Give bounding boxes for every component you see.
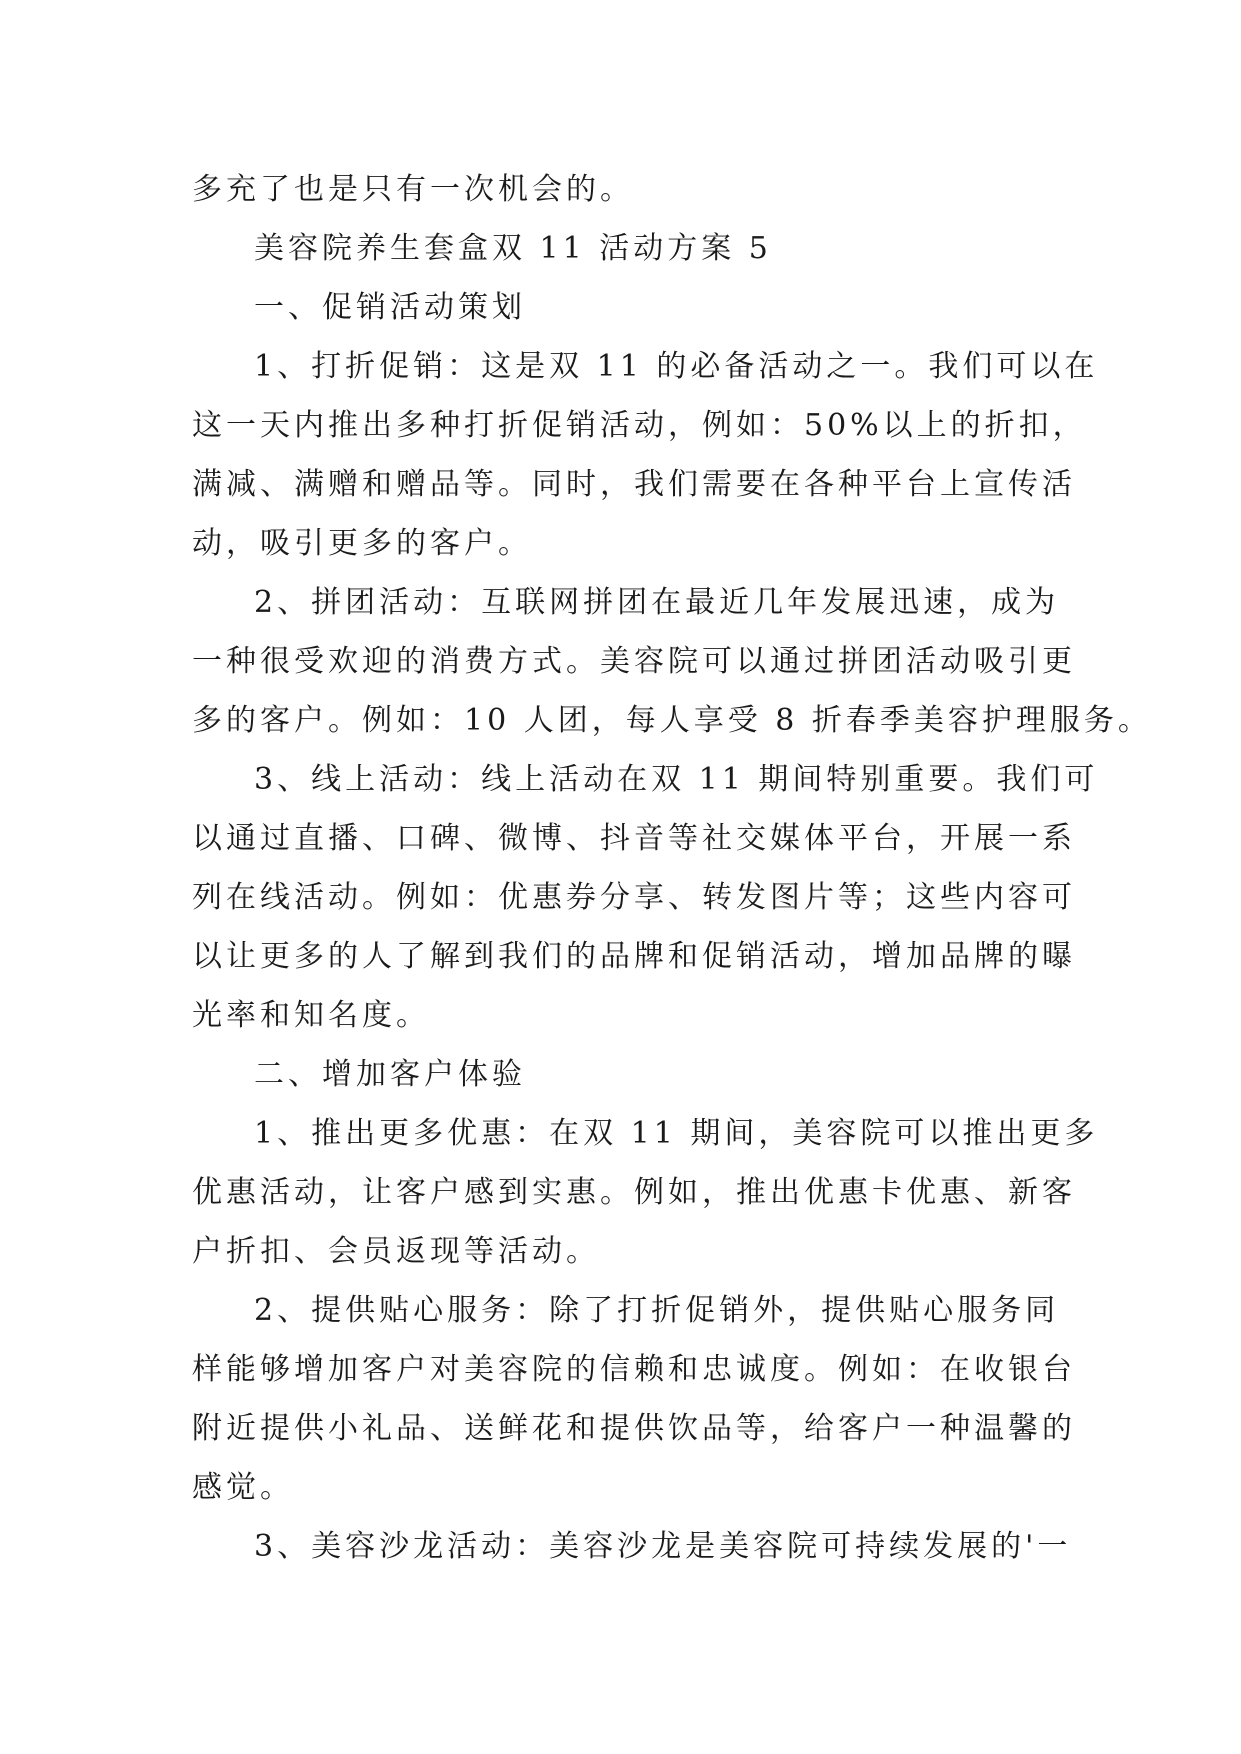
text-line: 户折扣、会员返现等活动。	[192, 1234, 600, 1269]
text-line: 2、拼团活动：互联网拼团在最近几年发展迅速，成为	[254, 585, 1060, 620]
text-line: 美容院养生套盒双 11 活动方案 5	[254, 231, 772, 266]
text-line: 以通过直播、口碑、微博、抖音等社交媒体平台，开展一系	[192, 821, 1076, 856]
text-line: 多的客户。例如：10 人团，每人享受 8 折春季美容护理服务。	[192, 703, 1152, 738]
text-line: 3、线上活动：线上活动在双 11 期间特别重要。我们可	[254, 762, 1099, 797]
text-line: 样能够增加客户对美容院的信赖和忠诚度。例如：在收银台	[192, 1352, 1076, 1387]
text-line: 优惠活动，让客户感到实惠。例如，推出优惠卡优惠、新客	[192, 1175, 1076, 1210]
text-line: 附近提供小礼品、送鲜花和提供饮品等，给客户一种温馨的	[192, 1411, 1076, 1446]
text-line: 一、促销活动策划	[254, 290, 526, 325]
text-line: 一种很受欢迎的消费方式。美容院可以通过拼团活动吸引更	[192, 644, 1076, 679]
text-line: 列在线活动。例如：优惠券分享、转发图片等；这些内容可	[192, 880, 1076, 915]
text-line: 感觉。	[192, 1470, 294, 1505]
text-line: 动，吸引更多的客户。	[192, 526, 532, 561]
document-body	[192, 160, 1152, 1576]
text-line: 2、提供贴心服务：除了打折促销外，提供贴心服务同	[254, 1293, 1060, 1328]
text-line: 以让更多的人了解到我们的品牌和促销活动，增加品牌的曝	[192, 939, 1076, 974]
text-line: 1、打折促销：这是双 11 的必备活动之一。我们可以在	[254, 349, 1099, 384]
text-line: 光率和知名度。	[192, 998, 430, 1033]
text-line: 多充了也是只有一次机会的。	[192, 172, 634, 207]
text-line: 这一天内推出多种打折促销活动，例如：50%以上的折扣，	[192, 408, 1087, 443]
text-line: 满减、满赠和赠品等。同时，我们需要在各种平台上宣传活	[192, 467, 1076, 502]
text-line: 1、推出更多优惠：在双 11 期间，美容院可以推出更多	[254, 1116, 1099, 1151]
text-line: 二、增加客户体验	[254, 1057, 526, 1092]
text-line: 3、美容沙龙活动：美容沙龙是美容院可持续发展的'一	[254, 1529, 1072, 1564]
